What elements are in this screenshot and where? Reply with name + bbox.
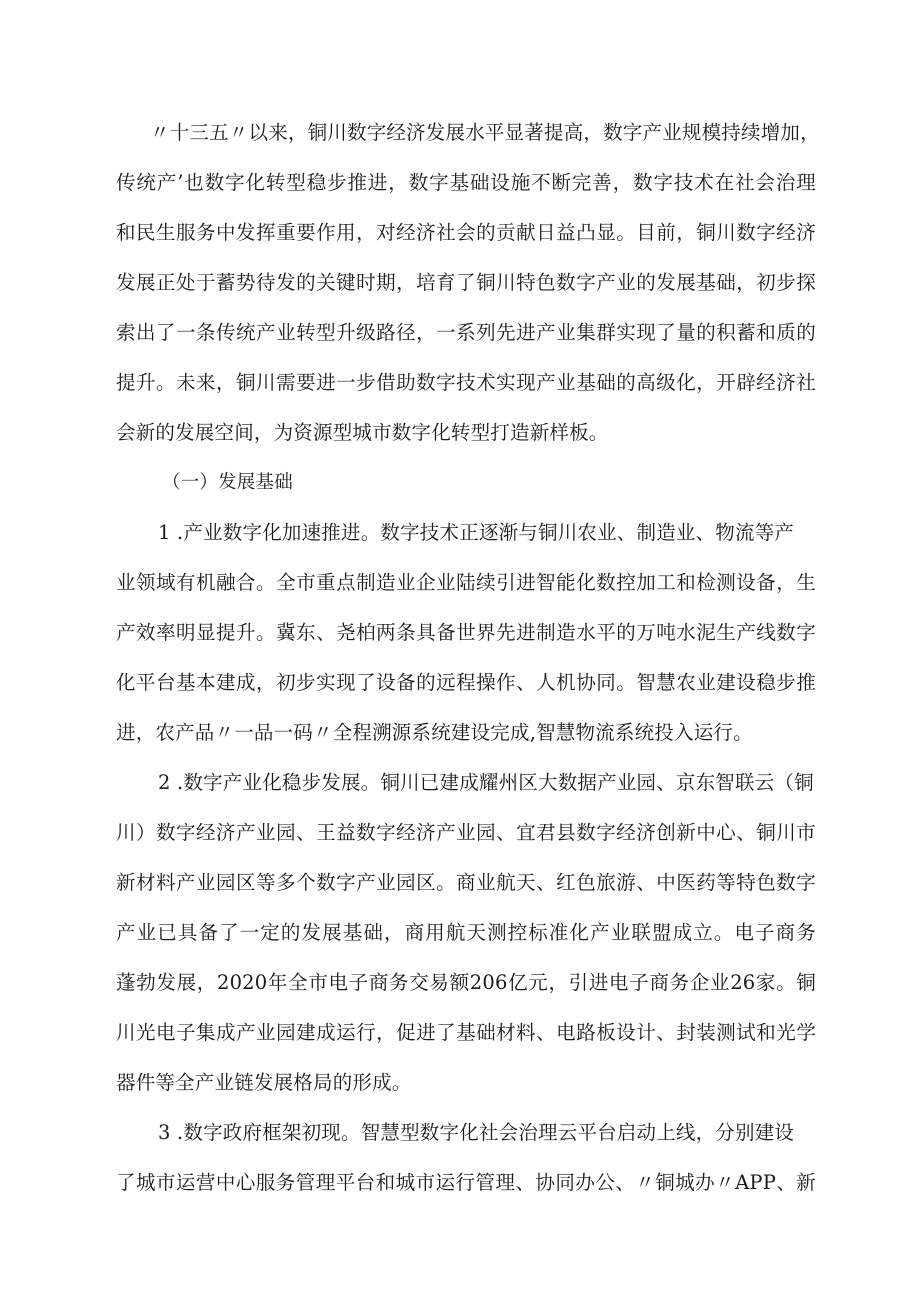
text-line: 蓬勃发展，2020年全市电子商务交易额206亿元，引进电子商务企业26家。铜 (116, 971, 816, 994)
text-line: 索出了一条传统产业转型升级路径，一系列先进产业集群实现了量的积蓄和质的 (116, 321, 816, 344)
text-line: 提升。未来，铜川需要进一步借助数字技术实现产业基础的高级化，开辟经济社 (116, 371, 816, 394)
text-line: 产业已具备了一定的发展基础，商用航天测控标准化产业联盟成立。电子商务 (116, 921, 816, 944)
text-line: 传统产’也数字化转型稳步推进，数字基础设施不断完善，数字技术在社会治理 (116, 171, 816, 194)
text-line: 和民生服务中发挥重要作用，对经济社会的贡献日益凸显。目前，铜川数字经济 (116, 221, 816, 244)
text-line: 川光电子集成产业园建成运行，促进了基础材料、电路板设计、封装测试和光学 (116, 1021, 816, 1044)
text-line: 〃十三五〃以来，铜川数字经济发展水平显著提高，数字产业规模持续增加， (150, 121, 820, 144)
text-line: 2 .数字产业化稳步发展。铜川已建成耀州区大数据产业园、京东智联云（铜 (158, 771, 814, 794)
text-line: 业领域有机融合。全市重点制造业企业陆续引进智能化数控加工和检测设备，生 (116, 571, 816, 594)
text-line: 川）数字经济产业园、王益数字经济产业园、宜君县数字经济创新中心、铜川市 (116, 821, 816, 844)
text-line: 进，农产品〃一品一码〃全程溯源系统建设完成,智慧物流系统投入运行。 (116, 721, 753, 744)
text-line: 产效率明显提升。冀东、尧柏两条具备世界先进制造水平的万吨水泥生产线数字 (116, 621, 816, 644)
text-line: 会新的发展空间，为资源型城市数字化转型打造新样板。 (116, 421, 609, 444)
text-line: 新材料产业园区等多个数字产业园区。商业航天、红色旅游、中医药等特色数字 (116, 871, 816, 894)
text-line: 了城市运营中心服务管理平台和城市运行管理、协同办公、〃铜城办〃APP、新 (116, 1171, 816, 1194)
text-line: 3 .数字政府框架初现。智慧型数字化社会治理云平台启动上线，分别建设 (158, 1121, 795, 1144)
section-heading: （一）发展基础 (162, 472, 293, 493)
text-line: 化平台基本建成，初步实现了设备的远程操作、人机协同。智慧农业建设稳步推 (116, 671, 816, 694)
text-line: 器件等全产业链发展格局的形成。 (116, 1071, 412, 1094)
text-line: 发展正处于蓄势待发的关键时期，培育了铜川特色数字产业的发展基础，初步探 (116, 271, 816, 294)
text-line: 1 .产业数字化加速推进。数字技术正逐渐与铜川农业、制造业、物流等产 (158, 521, 795, 544)
